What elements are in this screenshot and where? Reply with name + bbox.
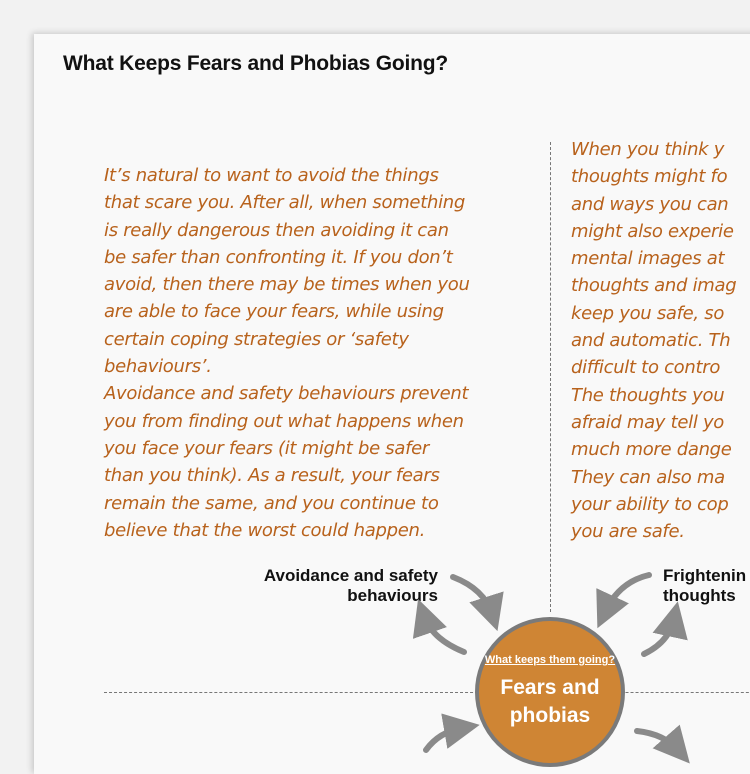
arrow-lower-left bbox=[426, 728, 462, 750]
center-subtitle: What keeps them going? bbox=[484, 654, 616, 666]
paragraph-avoidance-prevents: Avoidance and safety behaviours prevent you from finding out what happens when you face your fears (it might be safer than you think). As a result, your fears remain the same, and you continue to believe that the worst could happen. bbox=[104, 383, 469, 541]
arrow-center-to-thoughts bbox=[644, 619, 674, 654]
page-title: What Keeps Fears and Phobias Going? bbox=[63, 52, 449, 75]
arrow-center-to-behaviours bbox=[424, 616, 464, 652]
center-circle-fears-phobias bbox=[475, 617, 625, 767]
arrow-thoughts-to-center bbox=[605, 575, 649, 612]
paragraph-thoughts: When you think y thoughts might fo and ways you can might also experie mental images at thoughts and imag keep you safe, so and automatic. Th difficult to contro The thoughts you afraid may tell yo much more dange They can also ma your ability to cop you are safe. bbox=[571, 139, 737, 543]
arrow-behaviours-to-center bbox=[453, 577, 492, 614]
worksheet-page bbox=[34, 34, 750, 774]
cycle-arrows bbox=[34, 34, 750, 774]
center-title: Fears and phobias bbox=[500, 676, 600, 727]
arrow-lower-right bbox=[637, 731, 678, 750]
paragraph-avoidance-natural: It’s natural to want to avoid the things that scare you. After all, when something is really dangerous then avoiding it can be safer than confronting it. If you don’t avoid, then there may be times when you are able to face your fears, while using certain coping strategies or ‘safety behaviours’. bbox=[104, 165, 470, 378]
label-avoidance-safety-behaviours: Avoidance and safety behaviours bbox=[263, 566, 438, 605]
label-frightening-thoughts: Frightenin thoughts bbox=[663, 566, 747, 605]
